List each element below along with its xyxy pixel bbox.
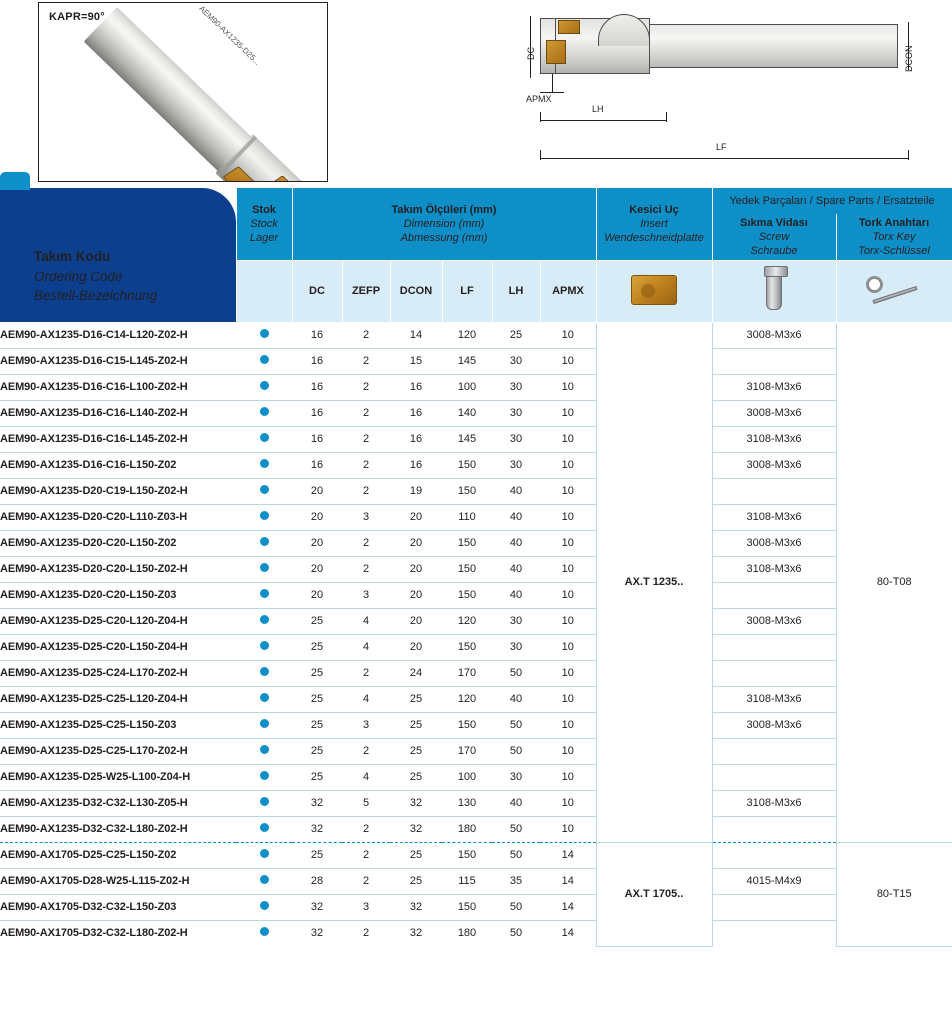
row-screw: 3008-M3x6	[712, 452, 836, 478]
row-dcon: 20	[390, 530, 442, 556]
row-apmx: 14	[561, 927, 574, 940]
row-dcon: 14	[390, 322, 442, 348]
row-stock	[236, 738, 292, 764]
row-screw	[712, 894, 836, 920]
row-stock	[236, 842, 292, 868]
ordering-code-header	[0, 188, 236, 322]
row-zefp: 2	[342, 322, 390, 348]
row-dc: 25	[292, 764, 342, 790]
row-dc: 25	[292, 842, 342, 868]
row-apmx: 10	[540, 634, 596, 660]
screw-icon	[712, 260, 836, 322]
row-lf: 145	[442, 426, 492, 452]
row-apmx: 10	[540, 660, 596, 686]
row-code: AEM90-AX1235-D16-C16-L140-Z02-H	[0, 400, 236, 426]
row-dc: 20	[292, 504, 342, 530]
row-dc: 32	[310, 927, 324, 940]
row-code: AEM90-AX1235-D20-C20-L150-Z03	[0, 582, 236, 608]
row-apmx: 10	[540, 452, 596, 478]
row-code: AEM90-AX1235-D25-C25-L150-Z03	[0, 712, 236, 738]
row-lh: 25	[492, 322, 540, 348]
row-stock	[236, 608, 292, 634]
dim-apmx: APMX	[526, 94, 552, 104]
table-row[interactable]	[0, 712, 952, 738]
row-apmx: 10	[540, 478, 596, 504]
row-dcon: 20	[390, 504, 442, 530]
row-lf: 130	[442, 790, 492, 816]
row-dcon: 32	[390, 790, 442, 816]
row-lh: 30	[492, 374, 540, 400]
row-dc: 20	[292, 530, 342, 556]
screw-header: Sıkma Vidası Screw Schraube	[712, 214, 836, 260]
row-stock	[236, 400, 292, 426]
table-row[interactable]	[0, 634, 952, 660]
row-lf: 150	[442, 452, 492, 478]
row-apmx: 10	[540, 400, 596, 426]
row-stock	[236, 556, 292, 582]
row-dcon: 20	[390, 582, 442, 608]
row-apmx: 10	[540, 556, 596, 582]
row-code: AEM90-AX1235-D25-C20-L150-Z04-H	[0, 634, 236, 660]
row-stock	[236, 322, 292, 348]
row-lh: 50	[509, 927, 523, 940]
group-insert: AX.T 1235..	[596, 322, 712, 842]
group-torx: 80-T08	[836, 322, 952, 842]
row-zefp: 2	[342, 374, 390, 400]
row-dcon: 16	[390, 374, 442, 400]
row-dcon: 16	[390, 452, 442, 478]
row-lf: 150	[442, 530, 492, 556]
table-row[interactable]	[0, 400, 952, 426]
table-row[interactable]	[0, 556, 952, 582]
col-apmx: APMX	[540, 260, 596, 322]
row-zefp: 2	[342, 738, 390, 764]
row-dc: 25	[292, 608, 342, 634]
row-screw: 4015-M4x9	[712, 868, 836, 894]
corner-tab-icon	[0, 172, 30, 190]
row-screw	[712, 478, 836, 504]
row-code: AEM90-AX1235-D25-C20-L120-Z04-H	[0, 608, 236, 634]
row-lh: 50	[492, 712, 540, 738]
row-dc: 16	[292, 348, 342, 374]
row-code: AEM90-AX1235-D20-C20-L110-Z03-H	[0, 504, 236, 530]
row-dcon: 20	[390, 608, 442, 634]
row-zefp: 2	[342, 452, 390, 478]
row-lh: 40	[492, 530, 540, 556]
row-stock	[236, 374, 292, 400]
spare-parts-header: Yedek Parçaları / Spare Parts / Ersatzteile	[712, 188, 952, 214]
row-dcon: 32	[390, 816, 442, 842]
row-apmx: 10	[540, 608, 596, 634]
row-lh: 50	[492, 738, 540, 764]
row-lh: 30	[492, 400, 540, 426]
row-zefp: 3	[342, 712, 390, 738]
row-zefp: 2	[342, 348, 390, 374]
row-zefp: 2	[342, 426, 390, 452]
col-lf: LF	[442, 260, 492, 322]
row-apmx: 10	[540, 426, 596, 452]
row-screw	[712, 582, 836, 608]
row-code: AEM90-AX1235-D32-C32-L180-Z02-H	[0, 816, 236, 842]
table-row[interactable]	[0, 452, 952, 478]
col-dcon: DCON	[390, 260, 442, 322]
row-dc: 16	[292, 322, 342, 348]
product-table-wrap	[0, 188, 952, 947]
row-screw: 3108-M3x6	[712, 504, 836, 530]
table-row[interactable]	[0, 894, 952, 920]
row-stock	[236, 504, 292, 530]
row-dcon: 20	[390, 634, 442, 660]
row-apmx: 10	[540, 374, 596, 400]
row-lh: 40	[492, 686, 540, 712]
technical-drawing	[500, 0, 940, 188]
photo-engraving: AEM90-AX1235-D25...	[197, 3, 263, 68]
row-zefp: 4	[342, 608, 390, 634]
table-row[interactable]	[0, 478, 952, 504]
row-screw: 3108-M3x6	[712, 790, 836, 816]
row-screw	[712, 634, 836, 660]
dim-lh: LH	[592, 104, 604, 114]
row-zefp: 2	[342, 816, 390, 842]
row-screw: 3008-M3x6	[712, 322, 836, 348]
row-zefp: 2	[342, 400, 390, 426]
row-dcon: 16	[390, 400, 442, 426]
row-lh: 40	[492, 790, 540, 816]
row-code: AEM90-AX1705-D28-W25-L115-Z02-H	[0, 868, 236, 894]
row-apmx: 14	[540, 894, 596, 920]
row-lf: 150	[442, 894, 492, 920]
row-stock	[236, 452, 292, 478]
col-lh: LH	[492, 260, 540, 322]
row-lf: 150	[442, 842, 492, 868]
row-lf: 120	[442, 686, 492, 712]
tool-photo	[38, 2, 328, 182]
row-zefp: 2	[342, 660, 390, 686]
row-apmx: 14	[540, 842, 596, 868]
table-row[interactable]	[0, 686, 952, 712]
tool-photo-graphic	[38, 7, 297, 182]
torx-header: Tork Anahtarı Torx Key Torx-Schlüssel	[836, 214, 952, 260]
row-zefp: 5	[342, 790, 390, 816]
row-lf: 150	[442, 556, 492, 582]
figure-area	[0, 0, 952, 188]
stock-subheader	[236, 260, 292, 322]
row-apmx: 10	[540, 738, 596, 764]
table-row[interactable]	[0, 530, 952, 556]
ordering-code-tr: Takım Kodu	[34, 249, 111, 265]
table-row[interactable]	[0, 920, 952, 946]
row-lh: 40	[492, 582, 540, 608]
torx-key-icon	[836, 260, 952, 322]
row-lf: 180	[442, 816, 492, 842]
row-lh: 50	[492, 894, 540, 920]
table-row[interactable]	[0, 582, 952, 608]
table-row[interactable]	[0, 764, 952, 790]
row-stock	[236, 582, 292, 608]
row-dcon: 19	[390, 478, 442, 504]
row-dc: 16	[292, 374, 342, 400]
row-code: AEM90-AX1235-D16-C16-L150-Z02	[0, 452, 236, 478]
row-apmx: 10	[540, 764, 596, 790]
row-lf: 180	[457, 927, 477, 940]
row-stock	[236, 868, 292, 894]
row-screw	[712, 764, 836, 790]
row-zefp: 4	[342, 634, 390, 660]
col-dc: DC	[292, 260, 342, 322]
row-lf: 100	[442, 374, 492, 400]
row-lf: 150	[442, 712, 492, 738]
row-code: AEM90-AX1235-D16-C16-L100-Z02-H	[0, 374, 236, 400]
row-lh: 50	[492, 816, 540, 842]
row-screw: 3108-M3x6	[712, 374, 836, 400]
row-dc: 16	[292, 400, 342, 426]
ordering-code-en: Ordering Code	[34, 268, 123, 284]
row-screw	[712, 816, 836, 842]
product-table	[0, 188, 952, 947]
row-dc: 20	[292, 478, 342, 504]
row-code: AEM90-AX1235-D20-C20-L150-Z02	[0, 530, 236, 556]
row-stock	[236, 920, 292, 946]
row-dc: 20	[292, 556, 342, 582]
table-row[interactable]	[0, 426, 952, 452]
insert-icon	[596, 260, 712, 322]
row-screw	[712, 920, 836, 946]
row-lf: 145	[442, 348, 492, 374]
row-zefp: 2	[342, 530, 390, 556]
row-screw: 3008-M3x6	[712, 712, 836, 738]
table-row[interactable]	[0, 842, 952, 868]
row-code: AEM90-AX1235-D25-W25-L100-Z04-H	[0, 764, 236, 790]
row-dc: 25	[292, 712, 342, 738]
row-dc: 16	[292, 426, 342, 452]
table-row[interactable]	[0, 348, 952, 374]
row-stock	[236, 764, 292, 790]
group-insert: AX.T 1705..	[596, 842, 712, 946]
header-row-1	[0, 188, 952, 214]
row-stock	[236, 660, 292, 686]
row-dcon: 32	[409, 927, 423, 940]
row-lf: 140	[442, 400, 492, 426]
table-row[interactable]	[0, 374, 952, 400]
row-lf: 120	[442, 322, 492, 348]
row-zefp: 2	[362, 927, 370, 940]
row-dc: 25	[292, 686, 342, 712]
row-apmx: 10	[540, 582, 596, 608]
row-lf: 150	[442, 478, 492, 504]
row-zefp: 3	[342, 582, 390, 608]
table-row[interactable]	[0, 790, 952, 816]
row-dc: 32	[292, 790, 342, 816]
row-lh: 30	[492, 452, 540, 478]
row-lh: 50	[492, 842, 540, 868]
row-stock	[236, 478, 292, 504]
row-code: AEM90-AX1235-D20-C19-L150-Z02-H	[0, 478, 236, 504]
row-code: AEM90-AX1235-D20-C20-L150-Z02-H	[0, 556, 236, 582]
row-zefp: 3	[342, 894, 390, 920]
row-code: AEM90-AX1235-D16-C14-L120-Z02-H	[0, 322, 236, 348]
insert-header: Kesici Uç Insert Wendeschneidplatte	[596, 188, 712, 260]
row-apmx: 10	[540, 686, 596, 712]
row-dc: 20	[292, 582, 342, 608]
row-screw: 3108-M3x6	[712, 556, 836, 582]
row-screw: 3008-M3x6	[712, 400, 836, 426]
row-lf: 170	[442, 738, 492, 764]
row-code: AEM90-AX1235-D25-C25-L120-Z04-H	[0, 686, 236, 712]
row-stock	[236, 816, 292, 842]
row-lf: 170	[442, 660, 492, 686]
row-stock	[236, 686, 292, 712]
row-lh: 30	[492, 608, 540, 634]
row-code: AEM90-AX1235-D16-C15-L145-Z02-H	[0, 348, 236, 374]
row-lf: 150	[442, 582, 492, 608]
row-code: AEM90-AX1235-D16-C16-L145-Z02-H	[0, 426, 236, 452]
row-zefp: 4	[342, 764, 390, 790]
row-dc: 32	[292, 894, 342, 920]
row-stock	[236, 634, 292, 660]
row-apmx: 14	[540, 868, 596, 894]
row-dcon: 25	[390, 712, 442, 738]
row-lh: 50	[492, 660, 540, 686]
row-zefp: 2	[342, 842, 390, 868]
row-lf: 120	[442, 608, 492, 634]
row-zefp: 4	[342, 686, 390, 712]
table-row[interactable]	[0, 868, 952, 894]
row-lh: 35	[492, 868, 540, 894]
table-row[interactable]	[0, 738, 952, 764]
row-screw	[712, 348, 836, 374]
row-code: AEM90-AX1235-D25-C25-L170-Z02-H	[0, 738, 236, 764]
row-apmx: 10	[540, 712, 596, 738]
row-lh: 30	[492, 764, 540, 790]
row-lh: 40	[492, 556, 540, 582]
row-dcon: 25	[390, 686, 442, 712]
dim-lf: LF	[716, 142, 727, 152]
dimension-header: Takım Ölçüleri (mm) Dimension (mm) Abmessung (mm)	[292, 188, 596, 260]
group-torx: 80-T15	[836, 842, 952, 946]
row-dc: 25	[292, 660, 342, 686]
row-zefp: 2	[342, 868, 390, 894]
row-dcon: 24	[390, 660, 442, 686]
photo-label: KAPR=90°	[49, 11, 105, 23]
row-screw: 3008-M3x6	[712, 608, 836, 634]
row-dcon: 25	[390, 842, 442, 868]
row-lh: 40	[492, 504, 540, 530]
row-stock	[236, 894, 292, 920]
row-zefp: 3	[342, 504, 390, 530]
table-row[interactable]	[0, 660, 952, 686]
row-screw	[712, 842, 836, 868]
row-dcon: 16	[390, 426, 442, 452]
row-dc: 25	[292, 634, 342, 660]
row-dcon: 20	[390, 556, 442, 582]
dim-dcon: DCON	[904, 45, 914, 72]
stock-header: Stok Stock Lager	[236, 188, 292, 260]
row-lh: 40	[492, 478, 540, 504]
row-stock	[236, 348, 292, 374]
row-lf: 100	[442, 764, 492, 790]
row-code: AEM90-AX1705-D32-C32-L150-Z03	[0, 894, 236, 920]
table-row[interactable]	[0, 816, 952, 842]
row-screw	[712, 660, 836, 686]
row-dcon: 25	[390, 868, 442, 894]
row-code: AEM90-AX1705-D32-C32-L180-Z02-H	[0, 927, 188, 940]
row-apmx: 10	[540, 530, 596, 556]
row-lh: 30	[492, 426, 540, 452]
row-lf: 110	[442, 504, 492, 530]
row-dcon: 25	[390, 764, 442, 790]
row-apmx: 10	[540, 816, 596, 842]
row-dcon: 15	[390, 348, 442, 374]
row-dcon: 25	[390, 738, 442, 764]
row-screw	[712, 738, 836, 764]
row-zefp: 2	[342, 556, 390, 582]
table-row[interactable]	[0, 322, 952, 348]
row-lf: 150	[442, 634, 492, 660]
row-lf: 115	[442, 868, 492, 894]
col-zefp: ZEFP	[342, 260, 390, 322]
row-lh: 30	[492, 348, 540, 374]
row-screw: 3108-M3x6	[712, 686, 836, 712]
table-row[interactable]	[0, 504, 952, 530]
row-apmx: 10	[540, 322, 596, 348]
row-stock	[236, 790, 292, 816]
row-lh: 30	[492, 634, 540, 660]
row-code: AEM90-AX1705-D25-C25-L150-Z02	[0, 842, 236, 868]
row-dcon: 32	[390, 894, 442, 920]
row-code: AEM90-AX1235-D25-C24-L170-Z02-H	[0, 660, 236, 686]
row-dc: 25	[292, 738, 342, 764]
ordering-code-de: Bestell-Bezeichnung	[34, 288, 158, 304]
row-stock	[236, 426, 292, 452]
row-code: AEM90-AX1235-D32-C32-L130-Z05-H	[0, 790, 236, 816]
row-dc: 16	[292, 452, 342, 478]
row-apmx: 10	[540, 790, 596, 816]
row-stock	[236, 712, 292, 738]
row-dc: 32	[292, 816, 342, 842]
row-dc: 28	[292, 868, 342, 894]
row-zefp: 2	[342, 478, 390, 504]
row-screw: 3108-M3x6	[712, 426, 836, 452]
table-row[interactable]	[0, 608, 952, 634]
row-apmx: 10	[540, 348, 596, 374]
row-apmx: 10	[540, 504, 596, 530]
row-screw: 3008-M3x6	[712, 530, 836, 556]
dim-dc: DC	[526, 47, 536, 60]
row-stock	[236, 530, 292, 556]
